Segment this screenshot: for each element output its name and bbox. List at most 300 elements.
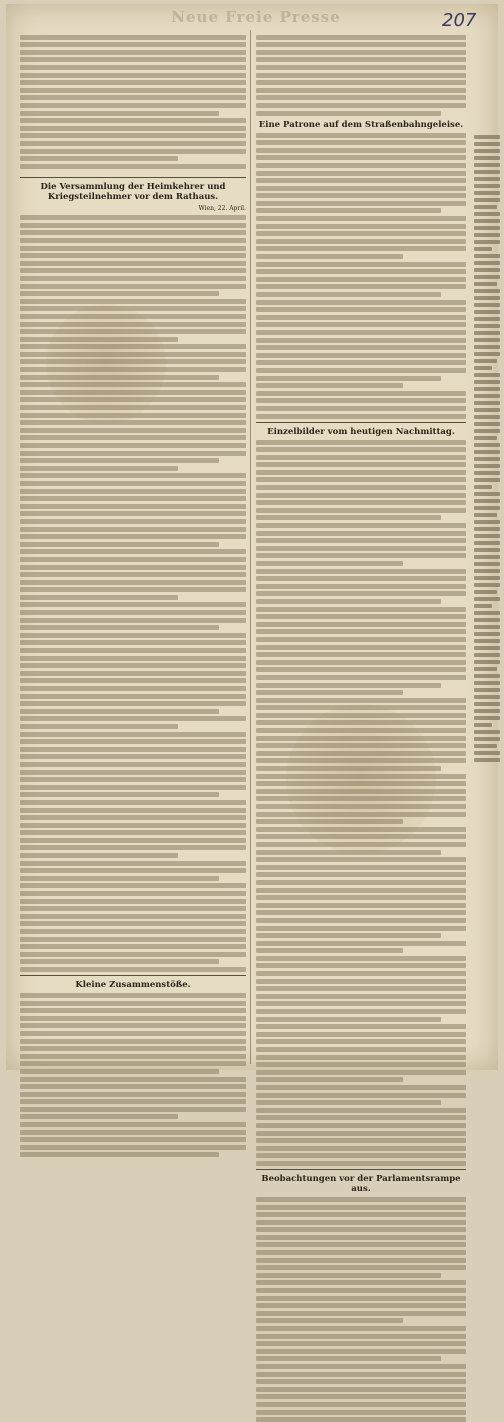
text-line — [20, 861, 246, 866]
text-line — [20, 253, 246, 258]
text-line — [20, 1145, 246, 1150]
text-line — [474, 450, 500, 454]
text-line — [20, 1107, 246, 1112]
text-line — [20, 284, 246, 289]
text-line — [256, 857, 466, 862]
text-line — [256, 812, 466, 817]
text-line — [20, 246, 246, 251]
text-line — [256, 1032, 466, 1037]
margin-handwriting — [474, 132, 500, 1032]
article-body-beobachtungen — [256, 1197, 466, 1422]
text-line — [20, 481, 246, 486]
text-line — [20, 1114, 178, 1119]
text-line — [256, 1085, 466, 1090]
text-line — [474, 443, 500, 447]
text-line — [256, 1197, 466, 1202]
text-line — [20, 42, 246, 47]
text-line — [256, 330, 466, 335]
text-line — [20, 1046, 246, 1051]
text-line — [474, 310, 500, 314]
text-line — [474, 583, 500, 587]
right-column — [256, 32, 466, 1194]
text-line — [256, 683, 441, 688]
text-line — [20, 739, 246, 744]
text-line — [474, 303, 500, 307]
text-line — [474, 233, 500, 237]
text-line — [20, 762, 246, 767]
text-line — [256, 224, 466, 229]
text-line — [256, 1017, 441, 1022]
text-line — [474, 597, 500, 601]
text-line — [20, 390, 246, 395]
text-line — [20, 382, 246, 387]
text-line — [256, 284, 466, 289]
text-line — [20, 724, 178, 729]
text-line — [474, 275, 500, 279]
text-line — [20, 1008, 246, 1013]
text-line — [256, 35, 466, 40]
text-line — [256, 353, 466, 358]
text-line — [256, 508, 466, 513]
text-line — [20, 238, 246, 243]
text-line — [20, 451, 246, 456]
text-line — [256, 322, 466, 327]
text-line — [256, 262, 466, 267]
text-line — [256, 720, 466, 725]
text-line — [256, 368, 466, 373]
text-line — [256, 1115, 466, 1120]
heading-rule — [20, 177, 246, 178]
text-line — [20, 428, 246, 433]
dateline: Wien, 22. April. — [198, 205, 246, 212]
text-line — [20, 1099, 246, 1104]
text-line — [256, 948, 403, 953]
text-line — [256, 553, 466, 558]
text-line — [20, 405, 246, 410]
text-line — [20, 663, 246, 668]
text-line — [474, 345, 500, 349]
text-line — [256, 440, 466, 445]
text-line — [256, 986, 466, 991]
text-line — [256, 531, 466, 536]
text-line — [256, 88, 466, 93]
text-line — [474, 723, 492, 727]
text-line — [474, 170, 500, 174]
text-line — [256, 546, 466, 551]
text-line — [256, 178, 466, 183]
text-line — [256, 1364, 466, 1369]
text-line — [256, 171, 466, 176]
text-line — [474, 324, 500, 328]
text-line — [256, 338, 466, 343]
text-line — [474, 331, 500, 335]
text-line — [474, 555, 500, 559]
text-line — [20, 103, 246, 108]
text-line — [474, 436, 497, 440]
text-line — [474, 562, 500, 566]
text-line — [474, 744, 497, 748]
text-line — [20, 633, 246, 638]
text-line — [256, 1039, 466, 1044]
text-line — [20, 95, 246, 100]
text-line — [474, 163, 500, 167]
text-line — [20, 716, 246, 721]
text-line — [474, 569, 500, 573]
text-line — [20, 118, 246, 123]
text-line — [474, 261, 500, 265]
text-line — [20, 732, 246, 737]
text-line — [474, 338, 500, 342]
text-line — [256, 523, 466, 528]
text-line — [20, 549, 246, 554]
text-line — [256, 345, 466, 350]
text-line — [256, 1070, 466, 1075]
text-line — [20, 747, 246, 752]
text-line — [20, 344, 246, 349]
text-line — [256, 910, 466, 915]
text-line — [474, 625, 500, 629]
article-heading-heimkehrer: Die Versammlung der Heimkehrer und Kriegsteilnehmer vor dem Rathaus. — [40, 182, 226, 202]
text-line — [20, 1039, 246, 1044]
text-line — [20, 133, 246, 138]
text-line — [256, 163, 466, 168]
text-line — [256, 148, 466, 153]
text-line — [474, 219, 500, 223]
text-line — [20, 868, 246, 873]
text-line — [20, 929, 246, 934]
text-line — [20, 883, 246, 888]
text-line — [20, 914, 246, 919]
text-line — [256, 95, 466, 100]
text-line — [256, 872, 466, 877]
text-line — [256, 1296, 466, 1301]
text-line — [256, 834, 466, 839]
text-line — [256, 971, 466, 976]
text-line — [20, 322, 246, 327]
text-line — [256, 406, 466, 411]
text-line — [20, 420, 246, 425]
text-line — [20, 952, 246, 957]
text-line — [474, 205, 497, 209]
left-column-top-text — [20, 32, 246, 172]
text-line — [474, 254, 500, 258]
text-line — [20, 785, 246, 790]
text-line — [256, 622, 466, 627]
text-line — [20, 993, 246, 998]
text-line — [256, 728, 466, 733]
text-line — [20, 1122, 246, 1127]
text-line — [474, 534, 500, 538]
text-line — [20, 1137, 246, 1142]
text-line — [256, 804, 466, 809]
text-line — [256, 462, 466, 467]
text-line — [20, 967, 246, 972]
text-line — [20, 299, 246, 304]
text-line — [20, 921, 246, 926]
text-line — [20, 944, 246, 949]
text-line — [256, 614, 466, 619]
text-line — [474, 408, 500, 412]
text-line — [474, 618, 500, 622]
text-line — [256, 201, 466, 206]
text-line — [20, 1130, 246, 1135]
text-line — [20, 709, 219, 714]
masthead: Neue Freie Presse — [171, 8, 341, 26]
text-line — [20, 527, 246, 532]
text-line — [256, 1212, 466, 1217]
text-line — [20, 57, 246, 62]
text-line — [256, 292, 441, 297]
text-line — [20, 648, 246, 653]
text-line — [474, 198, 500, 202]
text-line — [256, 1273, 441, 1278]
text-line — [20, 164, 246, 169]
text-line — [256, 470, 466, 475]
text-line — [256, 880, 466, 885]
text-line — [20, 314, 246, 319]
text-line — [20, 959, 219, 964]
text-line — [256, 1334, 466, 1339]
text-line — [474, 422, 500, 426]
text-line — [256, 1138, 466, 1143]
text-line — [20, 610, 246, 615]
text-line — [20, 149, 246, 154]
text-line — [20, 754, 246, 759]
text-line — [20, 686, 246, 691]
text-line — [256, 865, 466, 870]
text-line — [474, 702, 500, 706]
text-line — [474, 646, 500, 650]
text-line — [474, 359, 497, 363]
text-line — [20, 443, 246, 448]
text-line — [474, 604, 492, 608]
text-line — [20, 73, 246, 78]
text-line — [20, 473, 246, 478]
text-line — [474, 429, 500, 433]
text-line — [474, 751, 500, 755]
text-line — [256, 675, 466, 680]
text-line — [256, 607, 466, 612]
text-line — [20, 1023, 246, 1028]
text-line — [20, 489, 246, 494]
text-line — [474, 506, 500, 510]
text-line — [256, 591, 466, 596]
text-line — [474, 499, 500, 503]
article-body-heimkehrer — [20, 215, 246, 972]
article-heading-einzelbilder: Einzelbilder vom heutigen Nachmittag. — [267, 426, 455, 437]
text-line — [256, 315, 466, 320]
text-line — [256, 1242, 466, 1247]
text-line — [20, 519, 246, 524]
text-line — [20, 466, 178, 471]
text-line — [20, 640, 246, 645]
text-line — [256, 561, 403, 566]
text-line — [256, 455, 466, 460]
text-line — [474, 226, 500, 230]
text-line — [256, 736, 466, 741]
text-line — [474, 653, 500, 657]
text-line — [20, 557, 246, 562]
text-line — [474, 135, 500, 139]
text-line — [20, 1031, 246, 1036]
text-line — [474, 156, 500, 160]
text-line — [474, 527, 500, 531]
text-line — [474, 268, 500, 272]
text-line — [256, 1047, 466, 1052]
text-line — [256, 774, 466, 779]
text-line — [20, 50, 246, 55]
text-line — [256, 1227, 466, 1232]
text-line — [474, 352, 500, 356]
text-line — [256, 660, 466, 665]
text-line — [474, 212, 500, 216]
text-line — [256, 103, 466, 108]
article-body-einzelbilder — [256, 440, 466, 1166]
text-line — [256, 1288, 466, 1293]
text-line — [474, 142, 500, 146]
text-line — [20, 823, 246, 828]
newspaper-clipping — [6, 4, 498, 1194]
text-line — [474, 632, 500, 636]
text-line — [474, 373, 500, 377]
text-line — [256, 300, 466, 305]
text-line — [20, 496, 246, 501]
text-line — [20, 1061, 246, 1066]
text-line — [256, 926, 466, 931]
text-line — [20, 35, 246, 40]
text-line — [256, 1341, 466, 1346]
text-line — [256, 360, 466, 365]
text-line — [20, 1016, 246, 1021]
text-line — [256, 895, 466, 900]
text-line — [256, 447, 466, 452]
text-line — [20, 268, 246, 273]
text-line — [20, 458, 219, 463]
text-line — [474, 177, 500, 181]
column-divider — [250, 30, 251, 1064]
text-line — [256, 569, 466, 574]
text-line — [256, 781, 466, 786]
text-line — [256, 140, 466, 145]
text-line — [20, 792, 219, 797]
text-line — [20, 337, 178, 342]
text-line — [20, 694, 246, 699]
text-line — [256, 796, 466, 801]
text-line — [256, 1258, 466, 1263]
text-line — [20, 230, 246, 235]
text-line — [474, 485, 492, 489]
text-line — [474, 184, 500, 188]
text-line — [256, 216, 466, 221]
text-line — [256, 383, 403, 388]
text-line — [256, 994, 466, 999]
text-line — [256, 1394, 466, 1399]
text-line — [20, 413, 246, 418]
text-line — [20, 656, 246, 661]
text-line — [256, 637, 466, 642]
text-line — [256, 485, 466, 490]
text-line — [20, 899, 246, 904]
text-line — [20, 375, 219, 380]
text-line — [256, 1235, 466, 1240]
text-line — [20, 1092, 246, 1097]
text-line — [20, 625, 219, 630]
text-line — [256, 376, 441, 381]
text-line — [474, 667, 497, 671]
text-line — [474, 660, 500, 664]
text-line — [20, 770, 246, 775]
text-line — [256, 690, 403, 695]
text-line — [256, 1318, 403, 1323]
text-line — [256, 1153, 466, 1158]
text-line — [256, 766, 441, 771]
text-line — [20, 88, 246, 93]
text-line — [256, 1303, 466, 1308]
text-line — [256, 1161, 466, 1166]
text-line — [256, 941, 466, 946]
text-line — [474, 380, 500, 384]
text-line — [20, 80, 246, 85]
text-line — [256, 956, 466, 961]
text-line — [20, 126, 246, 131]
text-line — [474, 548, 500, 552]
text-line — [474, 282, 497, 286]
text-line — [256, 743, 466, 748]
text-line — [256, 584, 466, 589]
text-line — [256, 698, 466, 703]
text-line — [20, 511, 246, 516]
article-body-patrone — [256, 133, 466, 419]
text-line — [256, 515, 441, 520]
text-line — [474, 149, 500, 153]
text-line — [256, 933, 441, 938]
text-line — [256, 1311, 466, 1316]
text-line — [474, 240, 500, 244]
text-line — [20, 876, 219, 881]
text-line — [256, 652, 466, 657]
text-line — [474, 366, 492, 370]
text-line — [20, 830, 246, 835]
left-column — [20, 174, 246, 1062]
text-line — [256, 705, 466, 710]
text-line — [256, 1024, 466, 1029]
text-line — [20, 1054, 246, 1059]
text-line — [20, 223, 246, 228]
text-line — [474, 317, 500, 321]
text-line — [256, 1093, 466, 1098]
text-line — [256, 888, 466, 893]
text-line — [474, 576, 500, 580]
text-line — [256, 133, 466, 138]
article-heading-zusammenstoesse: Kleine Zusammenstöße. — [75, 979, 191, 990]
text-line — [256, 1417, 466, 1422]
text-line — [20, 853, 178, 858]
text-line — [256, 1402, 466, 1407]
text-line — [20, 156, 178, 161]
text-line — [256, 1108, 466, 1113]
text-line — [256, 1220, 466, 1225]
text-line — [256, 1146, 466, 1151]
article-body-zusammenstoesse — [20, 993, 246, 1157]
text-line — [20, 504, 246, 509]
text-line — [474, 674, 500, 678]
text-line — [474, 513, 497, 517]
text-line — [20, 435, 246, 440]
article-heading-patrone: Eine Patrone auf dem Straßenbahngeleise. — [258, 119, 464, 130]
text-line — [256, 903, 466, 908]
text-line — [20, 701, 246, 706]
text-line — [20, 587, 246, 592]
